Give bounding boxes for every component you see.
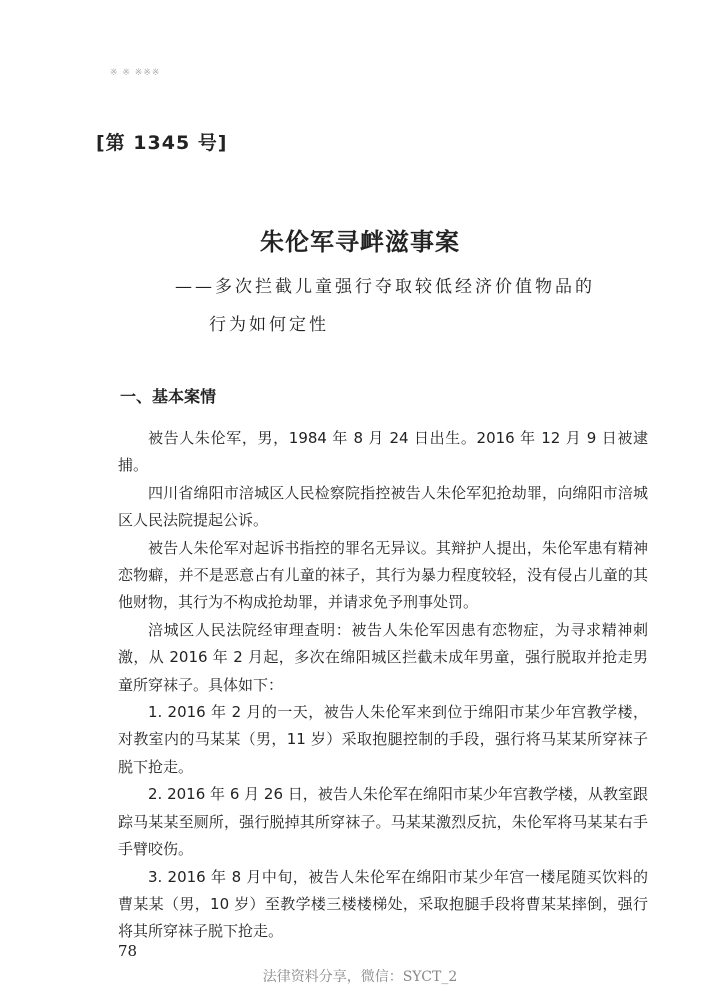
paragraph: 1. 2016 年 2 月的一天，被告人朱伦军来到位于绵阳市某少年宫教学楼，对教室内的马某某（男，11 岁）采取抱腿控制的手段，强行将马某某所穿袜子脱下抢走。 [118,703,648,776]
paragraph: 四川省绵阳市涪城区人民检察院指控被告人朱伦军犯抢劫罪，向绵阳市涪城区人民法院提起公诉。 [118,483,648,530]
scan-mark: ※ ※ ※※※ [110,68,161,78]
subtitle-line-1: ——多次拦截儿童强行夺取较低经济价值物品的 [175,277,595,297]
watermark: 法律资料分享，微信：SYCT_2 [262,969,458,985]
case-number: [第 1345 号] [96,132,228,154]
page-number: 78 [118,942,138,960]
section-heading: 一、基本案情 [120,387,217,406]
paragraph: 被告人朱伦军，男，1984 年 8 月 24 日出生。2016 年 12 月 9 日被逮捕。 [118,429,648,475]
paragraph: 涪城区人民法院经审理查明：被告人朱伦军因患有恋物症，为寻求精神刺激，从 2016 年 2 月起，多次在绵阳城区拦截未成年男童，强行脱取并抢走男童所穿袜子。具体如下： [118,620,648,694]
paragraph: 3. 2016 年 8 月中旬，被告人朱伦军在绵阳市某少年宫一楼尾随买饮料的曹某某（男，10 岁）至教学楼三楼楼梯处，采取抱腿手段将曹某某摔倒，强行将其所穿袜子脱下抢走。 [118,867,648,941]
paragraph: 2. 2016 年 6 月 26 日，被告人朱伦军在绵阳市某少年宫教学楼，从教室跟踪马某某至厕所，强行脱掉其所穿袜子。马某某激烈反抗，朱伦军将马某某右手手臂咬伤。 [118,785,648,859]
article-title: 朱伦军寻衅滋事案 [260,228,460,256]
paragraph: 被告人朱伦军对起诉书指控的罪名无异议。其辩护人提出，朱伦军患有精神恋物癖，并不是恶意占有儿童的袜子，其行为暴力程度较轻，没有侵占儿童的其他财物，其行为不构成抢劫罪，并请求免予刑事处罚。 [118,538,648,612]
article-subtitle [175,268,605,344]
subtitle-line-2: 行为如何定性 [209,315,329,335]
body-text [118,425,648,946]
